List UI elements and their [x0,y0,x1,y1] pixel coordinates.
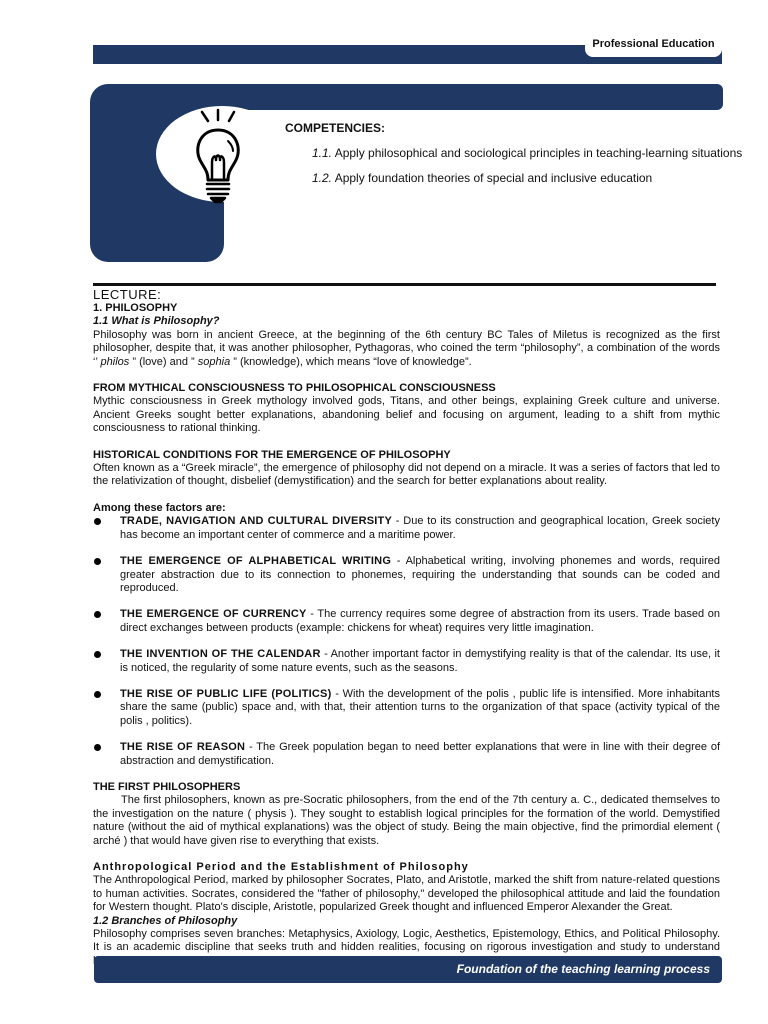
heading-anthropological: Anthropological Period and the Establishment of Philosophy [93,861,469,873]
heading-historical: HISTORICAL CONDITIONS FOR THE EMERGENCE OF PHILOSOPHY [93,448,451,461]
section-heading: 1. PHILOSOPHY [93,302,178,314]
heading-mythical: FROM MYTHICAL CONSCIOUSNESS TO PHILOSOPHICAL CONSCIOUSNESS [93,382,496,395]
list-item: THE EMERGENCE OF ALPHABETICAL WRITING - Alphabetical writing, involving phonemes and words, required greater abstraction due to its connection to phonemes, requiring the understanding that sounds can be coded and reproduced. [93,555,720,595]
bullet-icon [94,558,101,565]
list-item: TRADE, NAVIGATION AND CULTURAL DIVERSITY - Due to its construction and geographical location, Greek society has become an important center of commerce and a maritime power. [93,515,720,542]
heading-first-philosophers: THE FIRST PHILOSOPHERS [93,780,241,793]
bullet-icon [94,611,101,618]
lecture-content [93,287,720,968]
lightbulb-icon [186,108,256,204]
list-item: THE RISE OF REASON - The Greek population began to need better explanations that were in line with their degree of abstraction and demystification. [93,741,720,768]
paragraph-first-philosophers: The first philosophers, known as pre-Socratic philosophers, from the end of the 7th century a. C., dedicated themselves to the investigation on the nature ( physis ). They sought to establish logical principles for the formation of the world. Demystified nature (without the aid of mythical explanations) was the object of study. Being the main objective, find the primordial element ( arché ) that would have given rise to everything that exists. [93,794,720,847]
header-tab: Professional Education [585,34,722,57]
paragraph-anthropological: The Anthropological Period, marked by philosopher Socrates, Plato, and Aristotle, marked the shift from nature-related questions to human activities. Socrates, considered the "father of philosophy," developed the philosophical attitude and laid the foundation for Western thought. Plato's disciple, Aristotle, popularized Greek thought and influenced Emperor Alexander the Great. [93,874,720,914]
competency-strip [205,84,723,110]
subsection-heading: 1.1 What is Philosophy? [93,315,220,328]
bullet-icon [94,744,101,751]
section-divider [93,283,716,286]
competency-item: 1.1. Apply philosophical and sociological principles in teaching-learning situations [312,146,743,160]
bullet-icon [94,651,101,658]
list-item: THE EMERGENCE OF CURRENCY - The currency requires some degree of abstraction from its users. Trade based on direct exchanges between products (example: chickens for wheat) requires very little imagination. [93,608,720,635]
list-item: THE RISE OF PUBLIC LIFE (POLITICS) - With the development of the polis , public life is intensified. More inhabitants share the same (public) space and, with that, their attention turns to the organization of that space (activity typical of the polis , politics). [93,688,720,728]
paragraph-historical: Often known as a “Greek miracle”, the emergence of philosophy did not depend on a miracle. It was a series of factors that led to the relativization of thought, disbelief (demystification) and the search for better explanations about reality. [93,462,720,488]
footer-bar: Foundation of the teaching learning process [94,956,722,983]
lecture-label: LECTURE: [93,287,162,302]
factors-intro: Among these factors are: [93,501,226,514]
competencies-title: COMPETENCIES: [285,121,386,135]
paragraph-branches: Philosophy comprises seven branches: Metaphysics, Axiology, Logic, Aesthetics, Epistemology, Ethics, and Political Philosophy. It is an academic discipline that seeks truth and hidden realities, focusing on rigorous investigation and study to understand [93,928,720,954]
list-item: THE INVENTION OF THE CALENDAR - Another important factor in demystifying reality is that of the calendar. Its use, it is noticed, the regularity of some nature events, such as the seasons. [93,648,720,675]
bullet-icon [94,518,101,525]
paragraph-what-is-philosophy: Philosophy was born in ancient Greece, at the beginning of the 6th century BC Tales of Miletus is recognized as the first philosopher, despite that, it was another philosopher, Pythagoras, who coined the term “philosophy”, a combination of the words ‘’ philos ” (love) and ” sophia ” (knowledge), which means “love of knowledge”. [93,328,720,368]
subsection-heading-branches: 1.2 Branches of Philosophy [93,914,238,927]
competency-item: 1.2. Apply foundation theories of special and inclusive education [312,171,653,185]
paragraph-mythical: Mythic consciousness in Greek mythology involved gods, Titans, and other beings, explaining Greek culture and universe. Ancient Greeks sought better explanations, abandoning belief and focusing on argument, leading to a shift from mythic consciousness to rational thinking. [93,395,720,435]
bullet-icon [94,691,101,698]
